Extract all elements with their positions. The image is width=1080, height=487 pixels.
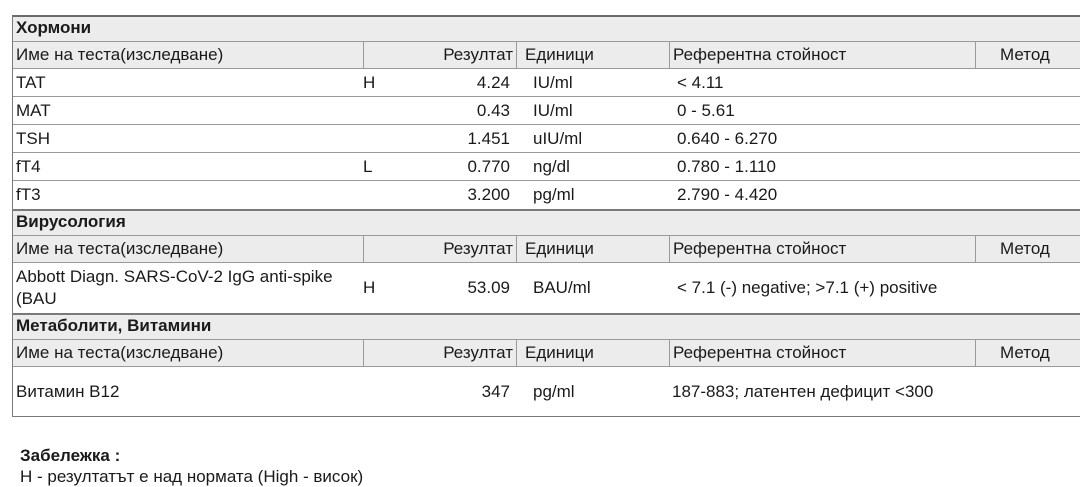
reference-range: 2.790 - 4.420: [677, 185, 778, 204]
reference-range: < 7.1 (-) negative; >7.1 (+) positive: [677, 278, 938, 297]
table-row: [13, 69, 1080, 97]
col-method-header: Метод: [975, 236, 1080, 262]
reference-range: < 4.11: [677, 72, 724, 92]
col-result-header: Резултат: [443, 45, 513, 64]
column-header-row: [13, 236, 1080, 263]
table-row: [13, 97, 1080, 125]
result-value: 0.770: [467, 156, 510, 176]
result-flag: L: [363, 156, 373, 176]
test-name: Витамин B12: [16, 382, 120, 401]
result-units: pg/ml: [533, 185, 575, 204]
col-method-header: Метод: [975, 340, 1080, 366]
table-row: [13, 125, 1080, 153]
result-value: 53.09: [467, 278, 510, 297]
result-value: 4.24: [476, 72, 510, 92]
result-units: ng/dl: [533, 156, 570, 176]
section-title-hormones: Хормони: [13, 17, 1080, 42]
col-name-header: Име на теста(изследване): [16, 343, 224, 362]
test-name: TAT: [16, 72, 46, 92]
note-text: H - резултатът е над нормата (High - висок): [20, 467, 364, 486]
test-name: TSH: [16, 128, 50, 148]
test-name: fT3: [16, 185, 41, 204]
table-row: [13, 367, 1080, 417]
col-units-header: Единици: [516, 340, 671, 366]
table-row: [13, 153, 1080, 181]
result-units: IU/ml: [533, 100, 573, 120]
column-header-row: [13, 340, 1080, 367]
test-name: Abbott Diagn. SARS-CoV-2 IgG anti-spike (BAU: [16, 267, 333, 308]
section-title-virology: Вирусология: [13, 211, 1080, 236]
col-result-header: Резултат: [443, 239, 513, 258]
result-units: IU/ml: [533, 72, 573, 92]
col-reference-header: Референтна стойност: [669, 340, 975, 366]
col-method-header: Метод: [975, 42, 1080, 68]
result-value: 3.200: [467, 185, 510, 204]
col-units-header: Единици: [516, 236, 671, 262]
result-value: 0.43: [476, 100, 510, 120]
result-value: 347: [481, 382, 510, 401]
result-value: 1.451: [467, 128, 510, 148]
note-title: Забележка :: [20, 446, 121, 465]
result-flag: H: [363, 72, 376, 92]
col-reference-header: Референтна стойност: [669, 236, 975, 262]
reference-range: 187-883; латентен дефицит <300: [672, 382, 934, 401]
test-name: MAT: [16, 100, 51, 120]
result-flag: H: [363, 278, 376, 297]
section-title-metabolites-vitamins: Метаболити, Витамини: [13, 315, 1080, 340]
col-reference-header: Референтна стойност: [669, 42, 975, 68]
reference-range: 0.640 - 6.270: [677, 128, 778, 148]
result-units: uIU/ml: [533, 128, 583, 148]
result-units: BAU/ml: [533, 278, 591, 297]
table-row: [13, 263, 1080, 315]
col-units-header: Единици: [516, 42, 671, 68]
column-header-row: [13, 42, 1080, 69]
reference-range: 0.780 - 1.110: [677, 156, 776, 176]
col-name-header: Име на теста(изследване): [16, 45, 224, 64]
col-result-header: Резултат: [443, 343, 513, 362]
col-name-header: Име на теста(изследване): [16, 239, 224, 258]
test-name: fT4: [16, 156, 41, 176]
reference-range: 0 - 5.61: [677, 100, 735, 120]
table-row: [13, 181, 1080, 211]
lab-results-table: [12, 15, 1080, 417]
result-units: pg/ml: [533, 382, 575, 401]
